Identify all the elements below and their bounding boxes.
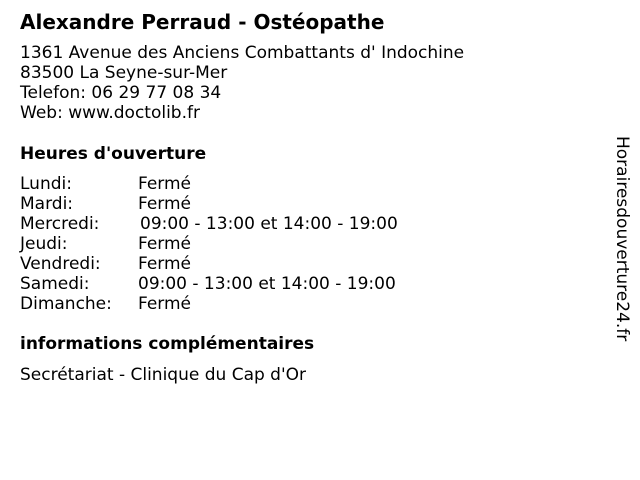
street-address: 1361 Avenue des Anciens Combattants d' Indochine: [20, 43, 465, 63]
hours-value: Fermé: [138, 234, 192, 254]
extra-info-heading: informations complémentaires: [20, 334, 315, 354]
extra-info-text: Secrétariat - Clinique du Cap d'Or: [20, 365, 307, 385]
hours-value: Fermé: [138, 174, 192, 194]
hours-value: 09:00 - 13:00 et 14:00 - 19:00: [138, 274, 396, 294]
hours-value: 09:00 - 13:00 et 14:00 - 19:00: [140, 214, 398, 234]
contact-block: [20, 43, 464, 123]
day-label: Dimanche:: [20, 294, 112, 314]
page-title: Alexandre Perraud - Ostéopathe: [20, 10, 385, 34]
website: Web: www.doctolib.fr: [20, 103, 200, 123]
city-address: 83500 La Seyne-sur-Mer: [20, 63, 228, 83]
day-label: Mardi:: [20, 194, 74, 214]
day-label: Mercredi:: [20, 214, 100, 234]
day-label: Samedi:: [20, 274, 90, 294]
hours-value: Fermé: [138, 294, 192, 314]
hours-value: Fermé: [138, 194, 192, 214]
day-label: Vendredi:: [20, 254, 101, 274]
day-label: Lundi:: [20, 174, 72, 194]
site-watermark: Horairesdouverture24.fr: [612, 136, 632, 342]
hours-heading: Heures d'ouverture: [20, 144, 207, 164]
phone-number: Telefon: 06 29 77 08 34: [20, 83, 222, 103]
hours-value: Fermé: [138, 254, 192, 274]
day-label: Jeudi:: [20, 234, 68, 254]
